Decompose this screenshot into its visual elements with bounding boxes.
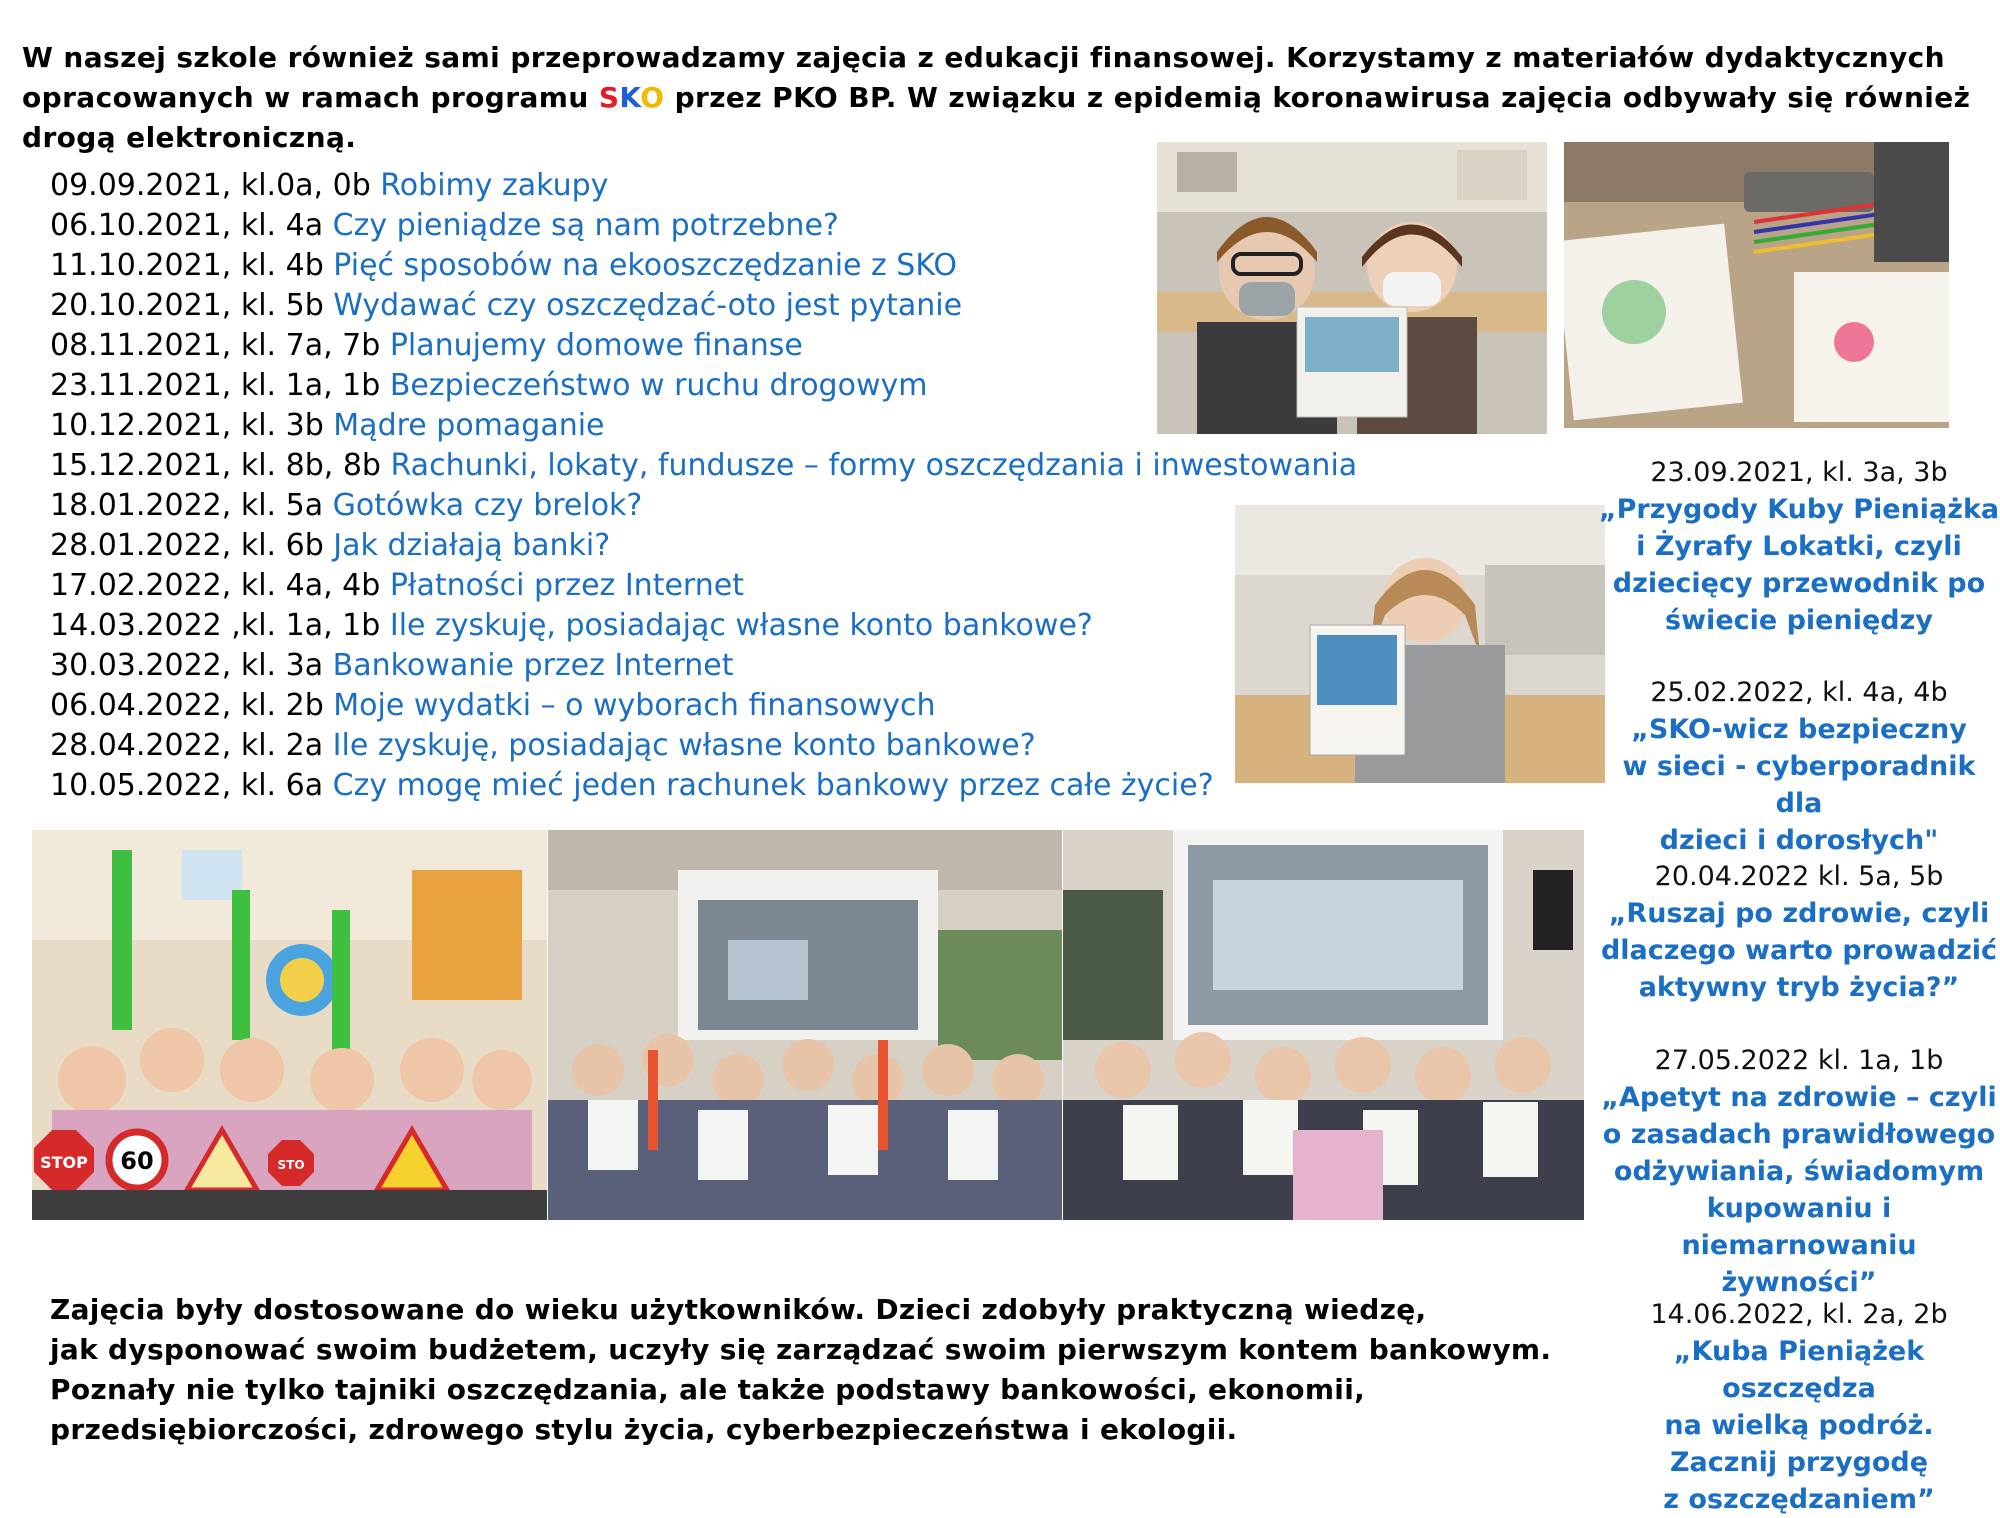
photo-drawing-sko-image (1564, 142, 1949, 428)
intro-line-2-before: opracowanych w ramach programu (22, 81, 599, 114)
summary-line-3: Poznały nie tylko tajniki oszczędzania, ale także podstawy bankowości, ekonomii, (50, 1373, 1366, 1406)
side-event-date: 25.02.2022, kl. 4a, 4b (1650, 677, 1948, 708)
list-item (50, 726, 1250, 766)
stop-sign-text: STOP (40, 1153, 88, 1172)
lesson-date: 17.02.2022, kl. 4a, 4b (50, 568, 390, 603)
lesson-topic: Gotówka czy brelok? (332, 488, 643, 523)
list-item (50, 326, 1250, 366)
photo-drawing-sko (1564, 142, 1949, 428)
list-item (50, 206, 1250, 246)
intro-line-2 (22, 78, 1982, 118)
side-event-title: „Ruszaj po zdrowie, czyli dlaczego warto prowadzić aktywny tryb życia?” (1600, 898, 1998, 1003)
lesson-topic: Robimy zakupy (380, 168, 609, 203)
sko-letter-o: O (640, 81, 665, 114)
summary-line-4: przedsiębiorczości, zdrowego stylu życia, cyberbezpieczeństwa i ekologii. (50, 1413, 1238, 1446)
photo-class-projector-2-image (1063, 830, 1584, 1220)
list-item (50, 166, 1250, 206)
intro-line-3: drogą elektroniczną. (22, 121, 357, 154)
side-event-date: 27.05.2022 kl. 1a, 1b (1654, 1045, 1944, 1076)
photo-road-signs (32, 830, 547, 1220)
list-item (50, 366, 1250, 406)
lesson-date: 10.05.2022, kl. 6a (50, 768, 333, 803)
lesson-list (50, 166, 1358, 806)
photo-girls-with-brochure-image (1157, 142, 1547, 434)
lesson-date: 06.10.2021, kl. 4a (50, 208, 333, 243)
sto-sign-text: STO (277, 1158, 305, 1172)
list-item (50, 486, 1250, 526)
list-item (50, 446, 1358, 486)
list-item (50, 286, 1250, 326)
lesson-topic: Wydawać czy oszczędzać-oto jest pytanie (333, 288, 963, 323)
side-event-date: 14.06.2022, kl. 2a, 2b (1650, 1299, 1948, 1330)
sko-letter-s: S (598, 81, 620, 114)
side-event (1598, 1296, 2000, 1518)
lesson-date: 18.01.2022, kl. 5a (50, 488, 333, 523)
lesson-topic: Ile zyskuję, posiadając własne konto bankowe? (389, 608, 1093, 643)
lesson-topic: Płatności przez Internet (389, 568, 744, 603)
photo-girl-with-book-image (1235, 505, 1605, 783)
side-event-date: 23.09.2021, kl. 3a, 3b (1650, 457, 1948, 488)
photo-girl-with-book (1235, 505, 1605, 783)
side-event-date: 20.04.2022 kl. 5a, 5b (1654, 861, 1944, 892)
lesson-date: 09.09.2021, kl.0a, 0b (50, 168, 381, 203)
intro-paragraph (22, 38, 1982, 158)
side-event (1598, 858, 2000, 1006)
lesson-topic: Rachunki, lokaty, fundusze – formy oszczędzania i inwestowania (390, 448, 1358, 483)
lesson-topic: Czy pieniądze są nam potrzebne? (332, 208, 839, 243)
list-item (50, 566, 1250, 606)
photo-class-projector-2 (1063, 830, 1584, 1220)
list-item (50, 766, 1250, 806)
lesson-date: 14.03.2022 ,kl. 1a, 1b (50, 608, 390, 643)
lesson-topic: Ile zyskuję, posiadając własne konto bankowe? (332, 728, 1036, 763)
sko-letter-k: K (619, 81, 641, 114)
lesson-date: 20.10.2021, kl. 5b (50, 288, 334, 323)
side-event-title: „SKO-wicz bezpieczny w sieci - cyberporadnik dla dzieci i dorosłych" (1622, 714, 1976, 856)
lesson-date: 28.01.2022, kl. 6b (50, 528, 334, 563)
list-item (50, 406, 1250, 446)
lesson-date: 23.11.2021, kl. 1a, 1b (50, 368, 390, 403)
intro-line-2-after: przez PKO BP. W związku z epidemią koronawirusa zajęcia odbywały się również (664, 81, 1971, 114)
side-event-title: „Przygody Kuby Pieniążka i Żyrafy Lokatki, czyli dziecięcy przewodnik po świecie pieniędzy (1598, 494, 2000, 636)
summary-paragraph (50, 1290, 1610, 1450)
lesson-topic: Jak działają banki? (333, 528, 611, 563)
photo-class-projector-1-image (548, 830, 1062, 1220)
lesson-date: 28.04.2022, kl. 2a (50, 728, 333, 763)
photo-road-signs-image (32, 830, 547, 1220)
speed-limit-sign-text: 60 (120, 1147, 154, 1175)
list-item (50, 646, 1250, 686)
side-event (1598, 454, 2000, 639)
lesson-topic: Planujemy domowe finanse (389, 328, 803, 363)
lesson-date: 11.10.2021, kl. 4b (50, 248, 334, 283)
lesson-date: 15.12.2021, kl. 8b, 8b (50, 448, 391, 483)
side-event-title: „Apetyt na zdrowie – czyli o zasadach prawidłowego odżywiania, świadomym kupowaniu i niemarnowaniu żywności” (1601, 1082, 1997, 1298)
summary-line-1: Zajęcia były dostosowane do wieku użytkowników. Dzieci zdobyły praktyczną wiedzę, (50, 1293, 1427, 1326)
lesson-topic: Bezpieczeństwo w ruchu drogowym (389, 368, 928, 403)
side-event (1598, 1042, 2000, 1301)
summary-line-2: jak dysponować swoim budżetem, uczyły się zarządzać swoim pierwszym kontem bankowym. (50, 1333, 1552, 1366)
photo-class-projector-1 (548, 830, 1062, 1220)
lesson-date: 08.11.2021, kl. 7a, 7b (50, 328, 390, 363)
lesson-topic: Bankowanie przez Internet (332, 648, 734, 683)
lesson-topic: Pięć sposobów na ekooszczędzanie z SKO (333, 248, 957, 283)
side-event (1598, 674, 2000, 859)
side-event-title: „Kuba Pieniążek oszczędza na wielką podróż. Zacznij przygodę z oszczędzaniem” (1663, 1336, 1935, 1515)
lesson-date: 06.04.2022, kl. 2b (50, 688, 334, 723)
lesson-topic: Moje wydatki – o wyborach finansowych (333, 688, 936, 723)
photo-girls-with-brochure (1157, 142, 1547, 434)
list-item (50, 606, 1250, 646)
lesson-topic: Mądre pomaganie (333, 408, 605, 443)
lesson-topic: Czy mogę mieć jeden rachunek bankowy przez całe życie? (332, 768, 1214, 803)
list-item (50, 526, 1250, 566)
list-item (50, 686, 1250, 726)
intro-line-1: W naszej szkole również sami przeprowadzamy zajęcia z edukacji finansowej. Korzystamy z materiałów dydaktycznych (22, 41, 1945, 74)
list-item (50, 246, 1250, 286)
lesson-date: 30.03.2022, kl. 3a (50, 648, 333, 683)
lesson-date: 10.12.2021, kl. 3b (50, 408, 334, 443)
